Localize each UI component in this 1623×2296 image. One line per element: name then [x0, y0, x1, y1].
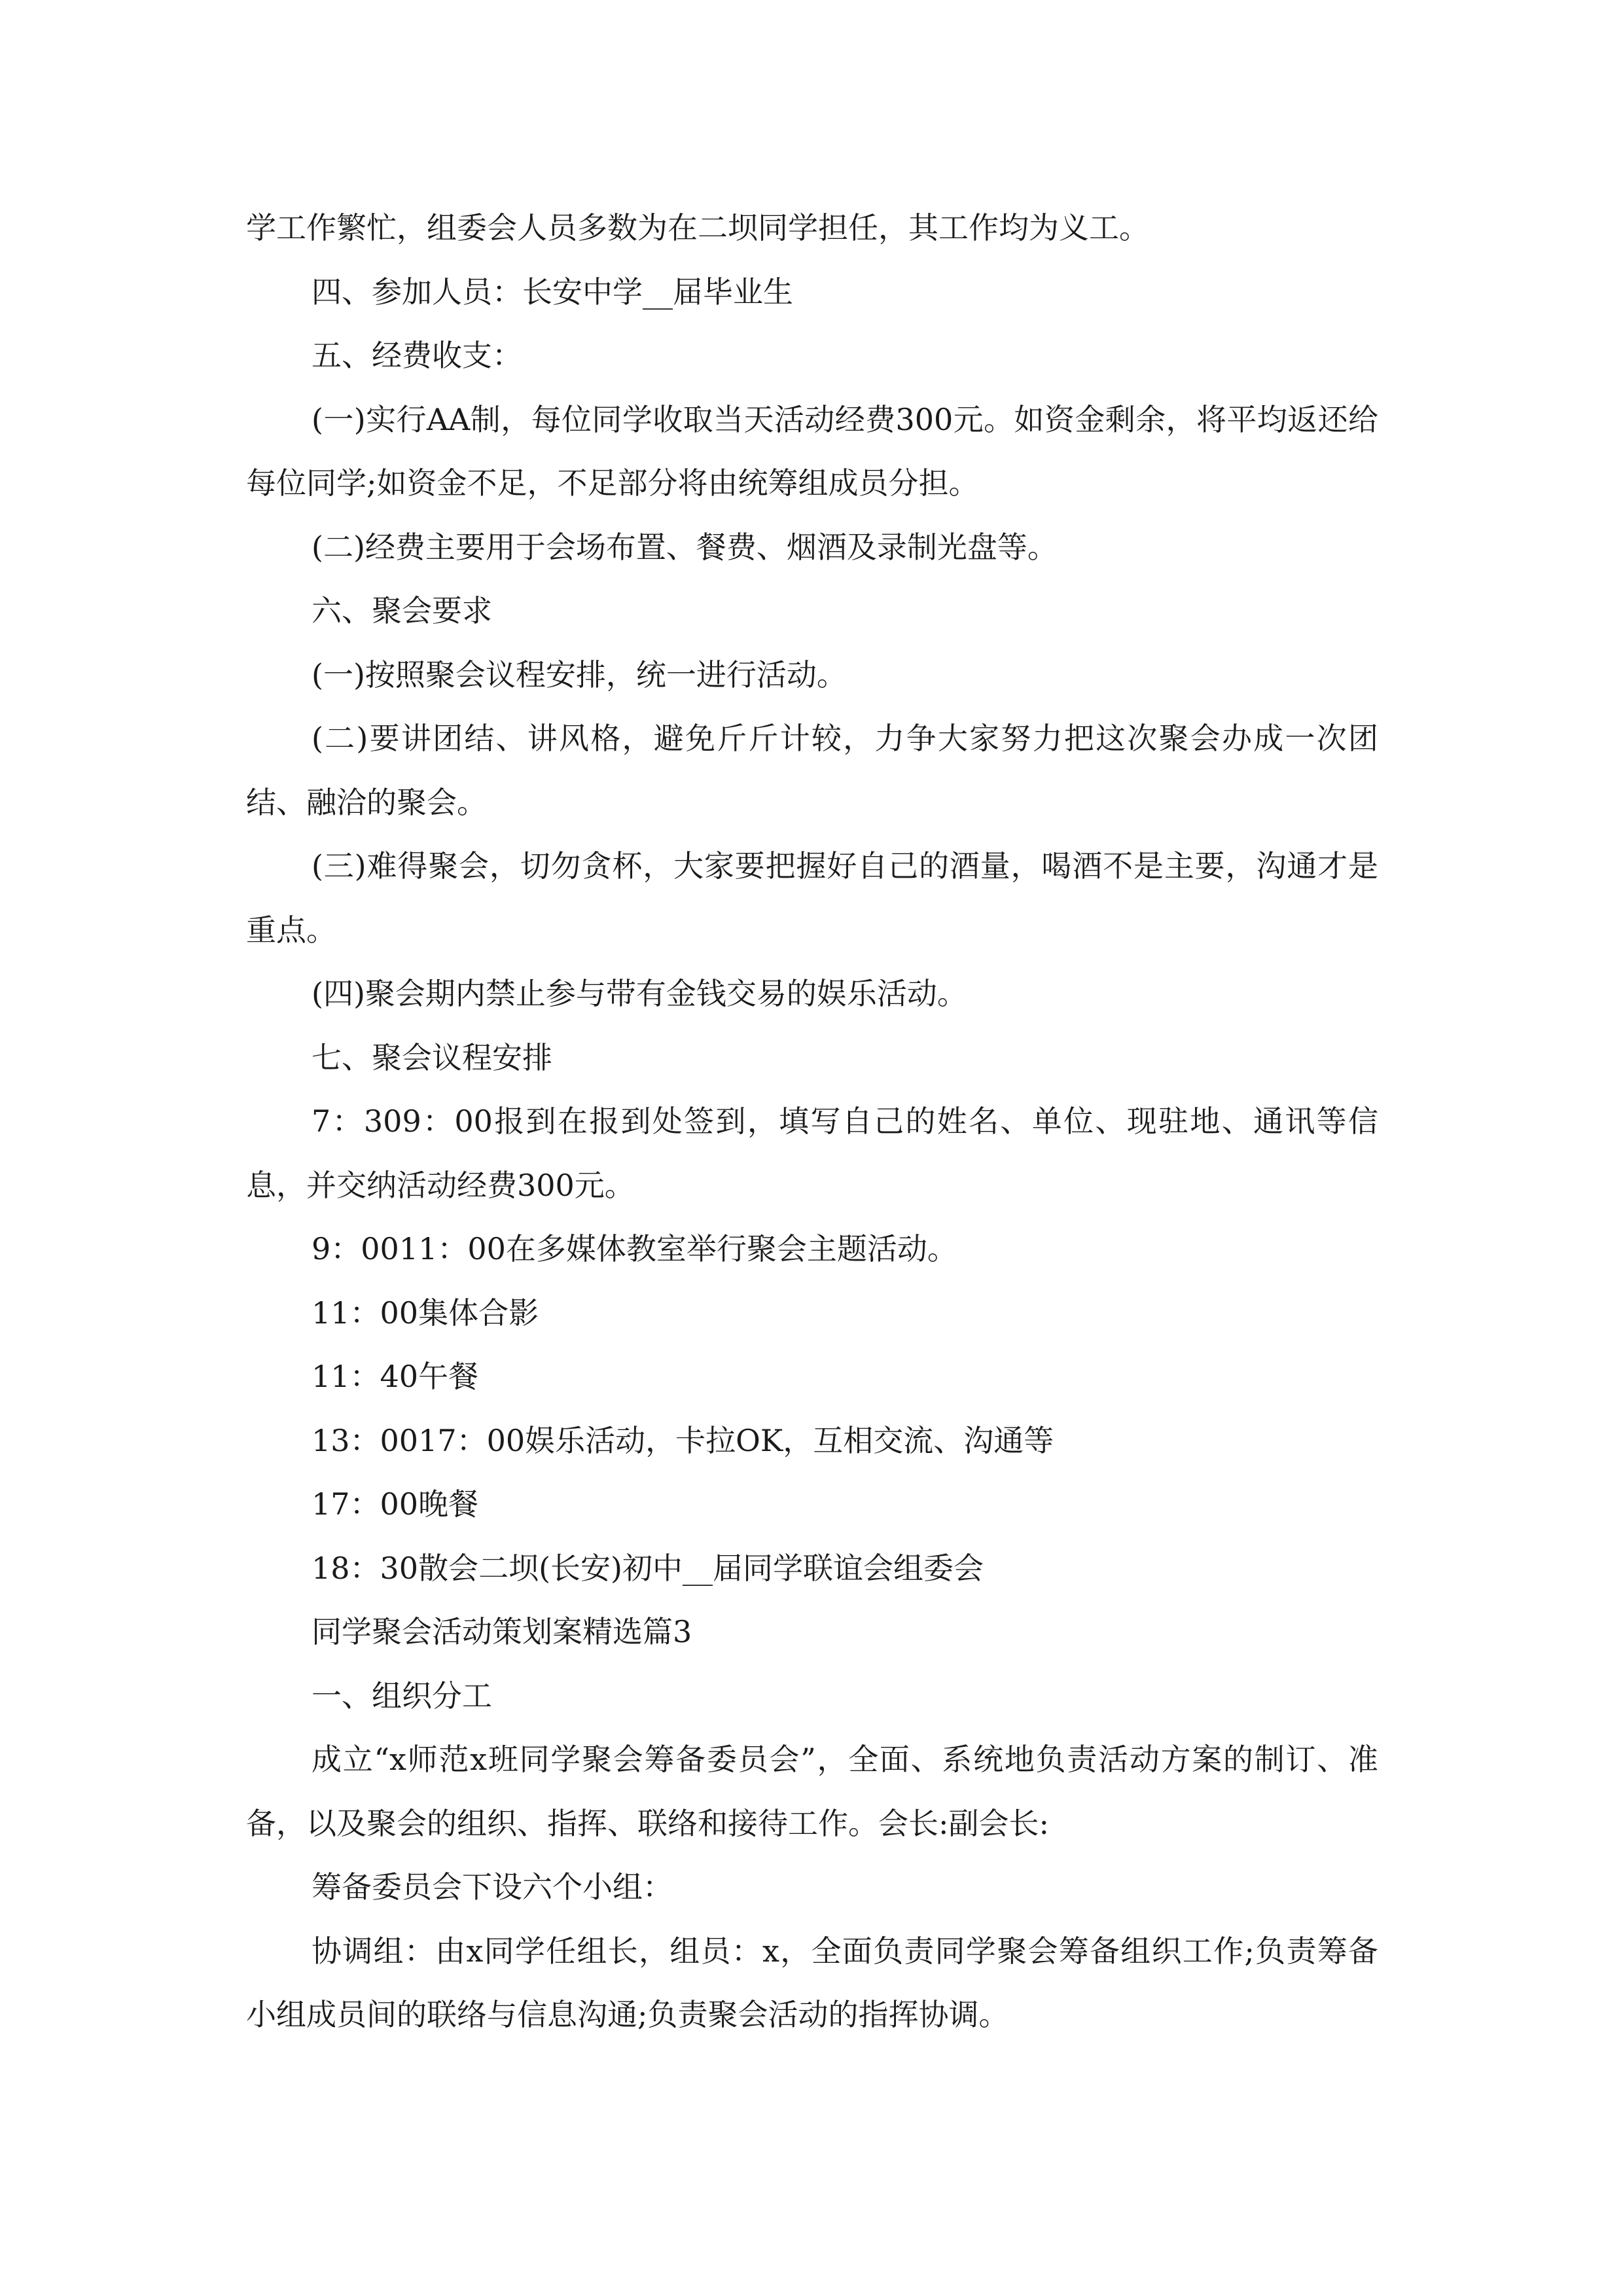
heading-requirements: 六、聚会要求: [312, 593, 492, 628]
agenda-item-dinner: 17：00晚餐: [312, 1486, 479, 1522]
heading-budget: 五、经费收支：: [312, 338, 522, 373]
heading-agenda: 七、聚会议程安排: [312, 1039, 552, 1075]
document-body: [246, 196, 1378, 2047]
heading-organization: 一、组织分工: [312, 1677, 492, 1713]
paragraph-requirement-2: (二)要讲团结、讲风格，避免斤斤计较，力争大家努力把这次聚会办成一次团结、融洽的聚会。: [246, 721, 1378, 820]
paragraph-budget-usage: (二)经费主要用于会场布置、餐费、烟酒及录制光盘等。: [312, 529, 1058, 565]
agenda-item-entertainment: 13：0017：00娱乐活动，卡拉OK，互相交流、沟通等: [312, 1422, 1054, 1458]
paragraph-requirement-4: (四)聚会期内禁止参与带有金钱交易的娱乐活动。: [312, 976, 967, 1011]
paragraph-subgroups: 筹备委员会下设六个小组：: [312, 1869, 673, 1905]
agenda-item-lunch: 11：40午餐: [312, 1359, 479, 1394]
paragraph-budget-aa: (一)实行AA制，每位同学收取当天活动经费300元。如资金剩余，将平均返还给每位同学;如资金不足，不足部分将由统筹组成员分担。: [246, 401, 1378, 501]
paragraph-committee: 成立“x师范x班同学聚会筹备委员会”，全面、系统地负责活动方案的制订、准备，以及聚会的组织、指挥、联络和接待工作。会长:副会长:: [246, 1742, 1378, 1841]
heading-participants: 四、参加人员：长安中学__届毕业生: [312, 274, 793, 310]
paragraph-requirement-3: (三)难得聚会，切勿贪杯，大家要把握好自己的酒量，喝酒不是主要，沟通才是重点。: [246, 848, 1378, 948]
paragraph-continuation: 学工作繁忙，组委会人员多数为在二坝同学担任，其工作均为义工。: [246, 210, 1149, 245]
paragraph-coordination-group: 协调组：由x同学任组长，组员：x，全面负责同学聚会筹备组织工作;负责筹备小组成员间的联络与信息沟通;负责聚会活动的指挥协调。: [246, 1933, 1378, 2032]
paragraph-requirement-1: (一)按照聚会议程安排，统一进行活动。: [312, 656, 847, 692]
agenda-item-closing: 18：30散会二坝(长安)初中__届同学联谊会组委会: [312, 1550, 984, 1586]
agenda-item-checkin: 7：309：00报到在报到处签到，填写自己的姓名、单位、现驻地、通讯等信息，并交纳活动经费300元。: [246, 1103, 1378, 1203]
agenda-item-photo: 11：00集体合影: [312, 1295, 539, 1331]
agenda-item-theme: 9：0011：00在多媒体教室举行聚会主题活动。: [312, 1231, 957, 1266]
section-title: 同学聚会活动策划案精选篇3: [312, 1614, 692, 1649]
